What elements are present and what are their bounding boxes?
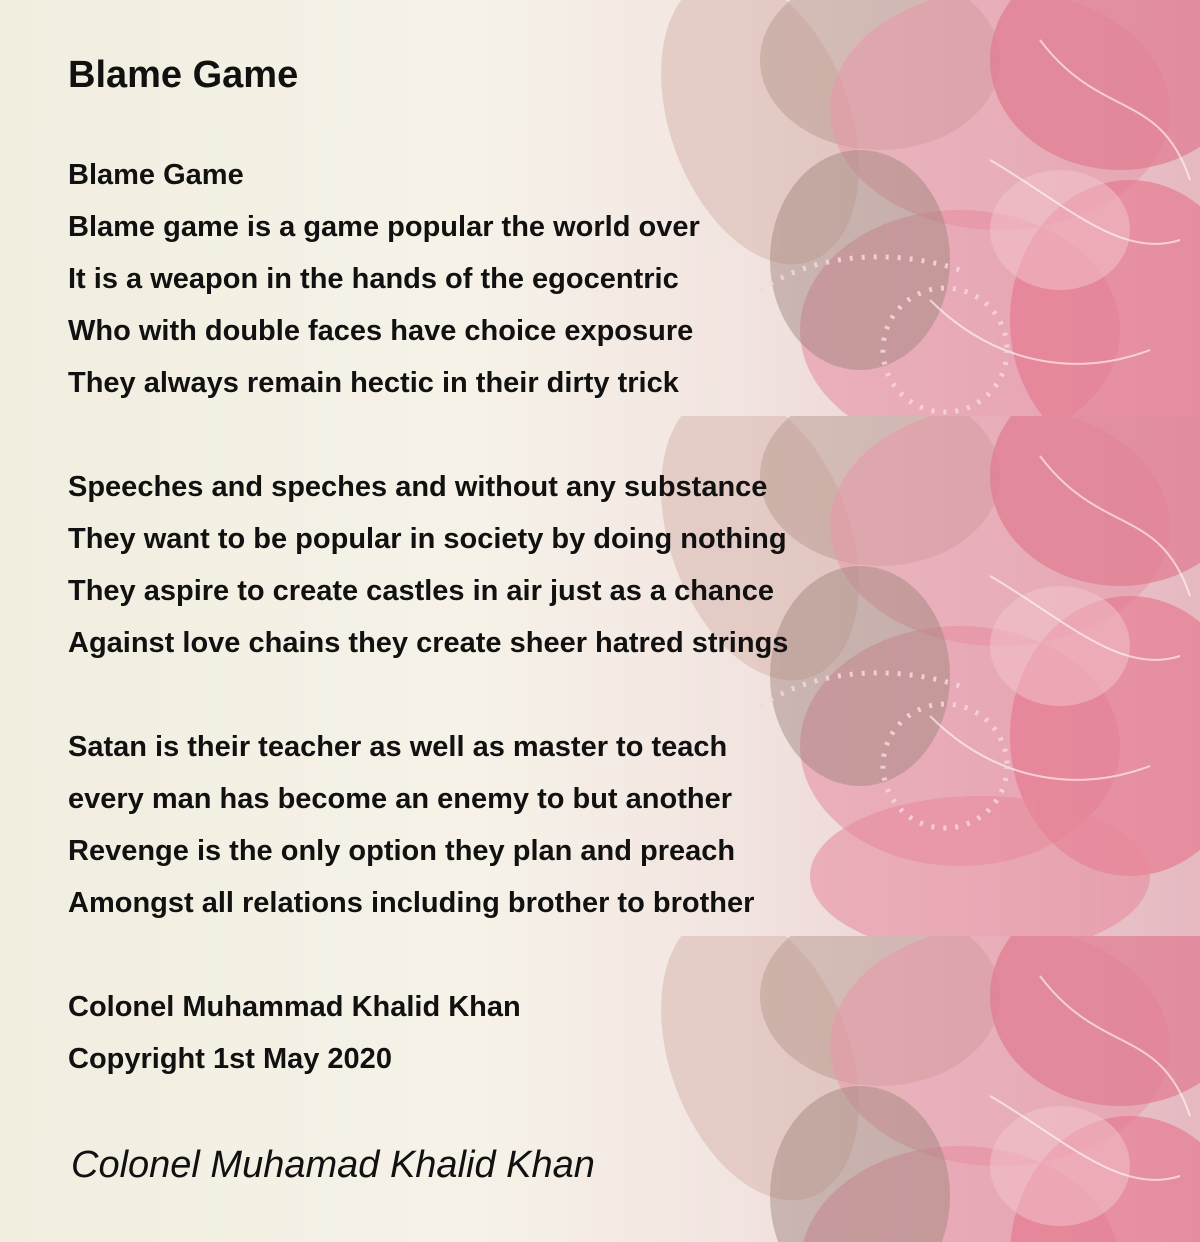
- poem-line: every man has become an enemy to but another: [68, 783, 732, 815]
- poem-line: Against love chains they create sheer hatred strings: [68, 627, 789, 659]
- poem-line: Satan is their teacher as well as master to teach: [68, 731, 728, 763]
- poem-line: They want to be popular in society by doing nothing: [68, 523, 787, 555]
- poem-title: Blame Game: [68, 54, 299, 96]
- poem-line: Speeches and speches and without any substance: [68, 471, 768, 503]
- copyright-line: Copyright 1st May 2020: [68, 1043, 392, 1075]
- poem-line: It is a weapon in the hands of the egocentric: [68, 263, 679, 295]
- poem-line: Revenge is the only option they plan and preach: [68, 835, 736, 867]
- poem-line: Blame game is a game popular the world over: [68, 211, 700, 243]
- floral-background-bottom: [0, 936, 1200, 1242]
- poem-line: They aspire to create castles in air just as a chance: [68, 575, 775, 607]
- poem-line: They always remain hectic in their dirty trick: [68, 367, 679, 399]
- poem-line: Amongst all relations including brother to brother: [68, 887, 755, 919]
- floral-pattern: [0, 936, 1200, 1242]
- poem-line: Who with double faces have choice exposure: [68, 315, 694, 347]
- author-signature: Colonel Muhamad Khalid Khan: [71, 1144, 595, 1186]
- author-credit: Colonel Muhammad Khalid Khan: [68, 991, 521, 1023]
- poem-line: Blame Game: [68, 159, 244, 191]
